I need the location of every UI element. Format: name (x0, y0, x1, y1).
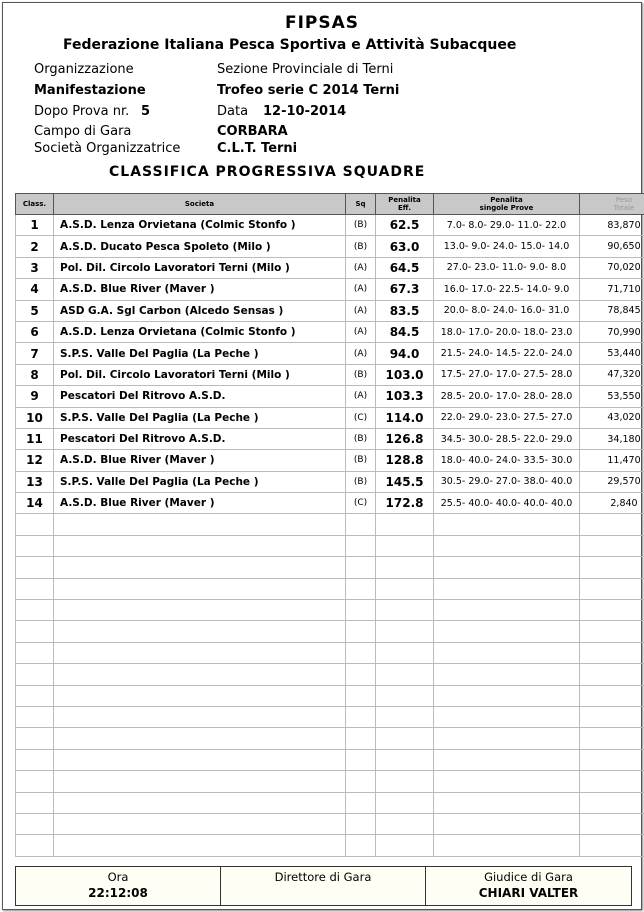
societa-cell (54, 621, 346, 642)
empty-row (16, 728, 644, 749)
trial-penalties-cell (434, 642, 580, 663)
squad-cell: (A) (346, 257, 376, 278)
trial-penalties-cell (434, 621, 580, 642)
trial-penalties-cell (434, 578, 580, 599)
rank-cell (16, 621, 54, 642)
trial-penalties-cell (434, 664, 580, 685)
societa-cell (54, 685, 346, 706)
squad-cell (346, 557, 376, 578)
rank-cell: 3 (16, 257, 54, 278)
table-row (16, 300, 644, 321)
weight-cell (580, 557, 644, 578)
penalty-cell: 145.5 (376, 471, 434, 492)
document-title: FIPSAS (284, 13, 360, 33)
weight-cell (580, 728, 644, 749)
rank-cell (16, 685, 54, 706)
squad-cell (346, 685, 376, 706)
weight-cell (580, 835, 644, 856)
rank-cell (16, 792, 54, 813)
squad-cell: (B) (346, 471, 376, 492)
ora-label: Ora (107, 870, 129, 884)
rank-cell (16, 771, 54, 792)
squad-cell: (A) (346, 386, 376, 407)
penalty-cell: 62.5 (376, 215, 434, 236)
rank-cell: 1 (16, 215, 54, 236)
squad-cell (346, 835, 376, 856)
giudice-label: Giudice di Gara (484, 870, 573, 884)
societa-org-value: C.L.T. Terni (217, 141, 298, 156)
table-row (16, 428, 644, 449)
empty-row (16, 535, 644, 556)
squad-cell (346, 706, 376, 727)
societa-cell: A.S.D. Lenza Orvietana (Colmic Stonfo ) (54, 321, 346, 342)
rank-cell (16, 706, 54, 727)
penalty-cell (376, 728, 434, 749)
weight-cell: 34,180 (580, 428, 644, 449)
data-value: 12-10-2014 (263, 104, 347, 119)
trial-penalties-cell: 7.0- 8.0- 29.0- 11.0- 22.0 (434, 215, 580, 236)
societa-cell (54, 600, 346, 621)
societa-cell: S.P.S. Valle Del Paglia (La Peche ) (54, 343, 346, 364)
ora-value: 22:12:08 (88, 886, 148, 900)
trial-penalties-cell: 18.0- 40.0- 24.0- 33.5- 30.0 (434, 450, 580, 471)
trial-penalties-cell (434, 557, 580, 578)
rank-cell: 4 (16, 279, 54, 300)
squad-cell (346, 813, 376, 834)
squad-cell: (B) (346, 428, 376, 449)
rank-cell: 2 (16, 236, 54, 257)
penalty-cell (376, 664, 434, 685)
weight-cell (580, 749, 644, 770)
col-peso-header (580, 194, 644, 215)
trial-penalties-cell: 13.0- 9.0- 24.0- 15.0- 14.0 (434, 236, 580, 257)
rank-cell (16, 578, 54, 599)
trial-penalties-cell: 30.5- 29.0- 27.0- 38.0- 40.0 (434, 471, 580, 492)
trial-penalties-cell (434, 792, 580, 813)
rank-cell (16, 835, 54, 856)
weight-cell: 90,650 (580, 236, 644, 257)
col-penalita-prove-header (434, 194, 580, 215)
giudice-value: CHIARI VALTER (478, 886, 579, 900)
trial-penalties-cell: 17.5- 27.0- 17.0- 27.5- 28.0 (434, 364, 580, 385)
penalita-eff-line2: Eff. (397, 204, 412, 212)
weight-cell: 29,570 (580, 471, 644, 492)
squad-cell: (B) (346, 215, 376, 236)
weight-cell: 53,550 (580, 386, 644, 407)
trial-penalties-cell: 22.0- 29.0- 23.0- 27.5- 27.0 (434, 407, 580, 428)
rank-cell: 10 (16, 407, 54, 428)
weight-cell: 70,990 (580, 321, 644, 342)
empty-row (16, 685, 644, 706)
empty-row (16, 706, 644, 727)
table-row (16, 364, 644, 385)
data-label: Data (217, 104, 249, 119)
penalty-cell (376, 600, 434, 621)
societa-cell (54, 813, 346, 834)
squad-cell (346, 771, 376, 792)
footer-direttore (221, 867, 426, 906)
table-row (16, 407, 644, 428)
societa-cell: A.S.D. Blue River (Maver ) (54, 493, 346, 514)
manifestazione-label: Manifestazione (34, 83, 146, 98)
societa-cell: A.S.D. Lenza Orvietana (Colmic Stonfo ) (54, 215, 346, 236)
squad-cell: (A) (346, 279, 376, 300)
trial-penalties-cell: 28.5- 20.0- 17.0- 28.0- 28.0 (434, 386, 580, 407)
societa-cell (54, 706, 346, 727)
campo-value: CORBARA (217, 124, 288, 139)
trial-penalties-cell (434, 813, 580, 834)
weight-cell: 70,020 (580, 257, 644, 278)
rank-cell: 14 (16, 493, 54, 514)
trial-penalties-cell: 25.5- 40.0- 40.0- 40.0- 40.0 (434, 493, 580, 514)
societa-cell (54, 557, 346, 578)
weight-cell: 43,020 (580, 407, 644, 428)
rank-cell (16, 749, 54, 770)
rank-cell (16, 535, 54, 556)
empty-row (16, 578, 644, 599)
campo-label: Campo di Gara (34, 124, 132, 139)
societa-cell (54, 771, 346, 792)
penalty-cell: 67.3 (376, 279, 434, 300)
penalty-cell: 128.8 (376, 450, 434, 471)
squad-cell: (B) (346, 236, 376, 257)
rank-cell: 7 (16, 343, 54, 364)
rank-cell (16, 557, 54, 578)
trial-penalties-cell (434, 835, 580, 856)
penalty-cell: 64.5 (376, 257, 434, 278)
squad-cell (346, 535, 376, 556)
rank-cell (16, 514, 54, 535)
trial-penalties-cell (434, 771, 580, 792)
squad-cell: (A) (346, 321, 376, 342)
societa-cell: A.S.D. Blue River (Maver ) (54, 450, 346, 471)
weight-cell (580, 706, 644, 727)
table-row (16, 386, 644, 407)
societa-cell (54, 578, 346, 599)
societa-cell (54, 642, 346, 663)
societa-cell (54, 514, 346, 535)
penalty-cell (376, 535, 434, 556)
empty-row (16, 749, 644, 770)
penalty-cell (376, 578, 434, 599)
table-row (16, 493, 644, 514)
peso-line2: Totale (613, 204, 635, 212)
weight-cell (580, 514, 644, 535)
footer-ora (16, 867, 221, 906)
trial-penalties-cell (434, 685, 580, 706)
trial-penalties-cell: 21.5- 24.0- 14.5- 22.0- 24.0 (434, 343, 580, 364)
societa-cell (54, 664, 346, 685)
table-row (16, 471, 644, 492)
squad-cell: (C) (346, 407, 376, 428)
table-row (16, 321, 644, 342)
federation-name: Federazione Italiana Pesca Sportiva e Attività Subacquee (63, 37, 517, 53)
peso-line1: Peso (615, 196, 633, 204)
weight-cell (580, 642, 644, 663)
societa-cell (54, 792, 346, 813)
penalita-prove-line1: Penalita (490, 196, 523, 204)
table-row (16, 450, 644, 471)
societa-cell (54, 835, 346, 856)
squad-cell (346, 578, 376, 599)
organizzazione-label: Organizzazione (34, 62, 134, 77)
penalty-cell: 63.0 (376, 236, 434, 257)
societa-cell: S.P.S. Valle Del Paglia (La Peche ) (54, 471, 346, 492)
footer-giudice (426, 867, 632, 906)
squad-cell: (A) (346, 300, 376, 321)
empty-row (16, 792, 644, 813)
col-class-header: Class. (16, 194, 54, 215)
rank-cell (16, 600, 54, 621)
societa-cell: Pol. Dil. Circolo Lavoratori Terni (Milo ) (54, 364, 346, 385)
table-row (16, 279, 644, 300)
table-row (16, 343, 644, 364)
trial-penalties-cell: 16.0- 17.0- 22.5- 14.0- 9.0 (434, 279, 580, 300)
squad-cell (346, 621, 376, 642)
empty-row (16, 514, 644, 535)
penalty-cell: 103.3 (376, 386, 434, 407)
penalty-cell (376, 792, 434, 813)
empty-row (16, 642, 644, 663)
table-row (16, 257, 644, 278)
societa-cell: Pescatori Del Ritrovo A.S.D. (54, 428, 346, 449)
trial-penalties-cell: 18.0- 17.0- 20.0- 18.0- 23.0 (434, 321, 580, 342)
squad-cell (346, 728, 376, 749)
squad-cell (346, 642, 376, 663)
weight-cell: 53,440 (580, 343, 644, 364)
squad-cell (346, 749, 376, 770)
penalty-cell (376, 514, 434, 535)
weight-cell (580, 600, 644, 621)
col-societa-header: Societa (54, 194, 346, 215)
trial-penalties-cell: 20.0- 8.0- 24.0- 16.0- 31.0 (434, 300, 580, 321)
societa-cell: ASD G.A. Sgl Carbon (Alcedo Sensas ) (54, 300, 346, 321)
weight-cell (580, 621, 644, 642)
weight-cell (580, 578, 644, 599)
penalty-cell: 94.0 (376, 343, 434, 364)
table-row (16, 236, 644, 257)
weight-cell (580, 685, 644, 706)
weight-cell: 2,840 (580, 493, 644, 514)
penalty-cell (376, 835, 434, 856)
penalty-cell: 103.0 (376, 364, 434, 385)
rank-cell (16, 728, 54, 749)
squad-cell: (C) (346, 493, 376, 514)
squad-cell: (A) (346, 343, 376, 364)
weight-cell: 78,845 (580, 300, 644, 321)
col-penalita-eff-header (376, 194, 434, 215)
dopo-prova-value: 5 (141, 104, 151, 119)
penalita-prove-line2: singole Prove (479, 204, 534, 212)
rank-cell: 11 (16, 428, 54, 449)
results-table (15, 193, 644, 857)
trial-penalties-cell: 34.5- 30.0- 28.5- 22.0- 29.0 (434, 428, 580, 449)
trial-penalties-cell (434, 728, 580, 749)
trial-penalties-cell: 27.0- 23.0- 11.0- 9.0- 8.0 (434, 257, 580, 278)
dopo-prova-label: Dopo Prova nr. (34, 104, 130, 119)
weight-cell: 83,870 (580, 215, 644, 236)
rank-cell: 9 (16, 386, 54, 407)
trial-penalties-cell (434, 514, 580, 535)
weight-cell (580, 664, 644, 685)
societa-cell: Pol. Dil. Circolo Lavoratori Terni (Milo ) (54, 257, 346, 278)
rank-cell (16, 642, 54, 663)
penalty-cell (376, 685, 434, 706)
weight-cell: 47,320 (580, 364, 644, 385)
rank-cell: 6 (16, 321, 54, 342)
penalita-eff-line1: Penalita (388, 196, 421, 204)
societa-cell (54, 535, 346, 556)
trial-penalties-cell (434, 600, 580, 621)
trial-penalties-cell (434, 749, 580, 770)
penalty-cell: 126.8 (376, 428, 434, 449)
weight-cell (580, 535, 644, 556)
empty-row (16, 835, 644, 856)
squad-cell: (B) (346, 450, 376, 471)
penalty-cell (376, 771, 434, 792)
penalty-cell: 114.0 (376, 407, 434, 428)
empty-row (16, 771, 644, 792)
weight-cell (580, 792, 644, 813)
penalty-cell: 83.5 (376, 300, 434, 321)
empty-row (16, 813, 644, 834)
societa-cell: S.P.S. Valle Del Paglia (La Peche ) (54, 407, 346, 428)
col-sq-header: Sq (346, 194, 376, 215)
squad-cell (346, 792, 376, 813)
manifestazione-value: Trofeo serie C 2014 Terni (217, 83, 400, 98)
empty-row (16, 621, 644, 642)
penalty-cell (376, 813, 434, 834)
empty-row (16, 664, 644, 685)
rank-cell: 13 (16, 471, 54, 492)
squad-cell (346, 600, 376, 621)
table-header-row (16, 194, 644, 215)
weight-cell: 11,470 (580, 450, 644, 471)
penalty-cell: 84.5 (376, 321, 434, 342)
rank-cell: 12 (16, 450, 54, 471)
rank-cell (16, 813, 54, 834)
weight-cell (580, 813, 644, 834)
squad-cell: (B) (346, 364, 376, 385)
empty-row (16, 557, 644, 578)
penalty-cell (376, 621, 434, 642)
penalty-cell: 172.8 (376, 493, 434, 514)
societa-cell (54, 728, 346, 749)
rank-cell: 8 (16, 364, 54, 385)
footer-table (15, 866, 632, 906)
organizzazione-value: Sezione Provinciale di Terni (217, 62, 394, 77)
rank-cell: 5 (16, 300, 54, 321)
classifica-title: CLASSIFICA PROGRESSIVA SQUADRE (109, 164, 426, 180)
empty-row (16, 600, 644, 621)
societa-cell: Pescatori Del Ritrovo A.S.D. (54, 386, 346, 407)
rank-cell (16, 664, 54, 685)
squad-cell (346, 664, 376, 685)
squad-cell (346, 514, 376, 535)
societa-org-label: Società Organizzatrice (34, 141, 181, 156)
trial-penalties-cell (434, 706, 580, 727)
societa-cell: A.S.D. Ducato Pesca Spoleto (Milo ) (54, 236, 346, 257)
penalty-cell (376, 749, 434, 770)
weight-cell: 71,710 (580, 279, 644, 300)
societa-cell (54, 749, 346, 770)
direttore-label: Direttore di Gara (274, 870, 372, 884)
weight-cell (580, 771, 644, 792)
trial-penalties-cell (434, 535, 580, 556)
penalty-cell (376, 642, 434, 663)
penalty-cell (376, 706, 434, 727)
societa-cell: A.S.D. Blue River (Maver ) (54, 279, 346, 300)
table-row (16, 215, 644, 236)
penalty-cell (376, 557, 434, 578)
